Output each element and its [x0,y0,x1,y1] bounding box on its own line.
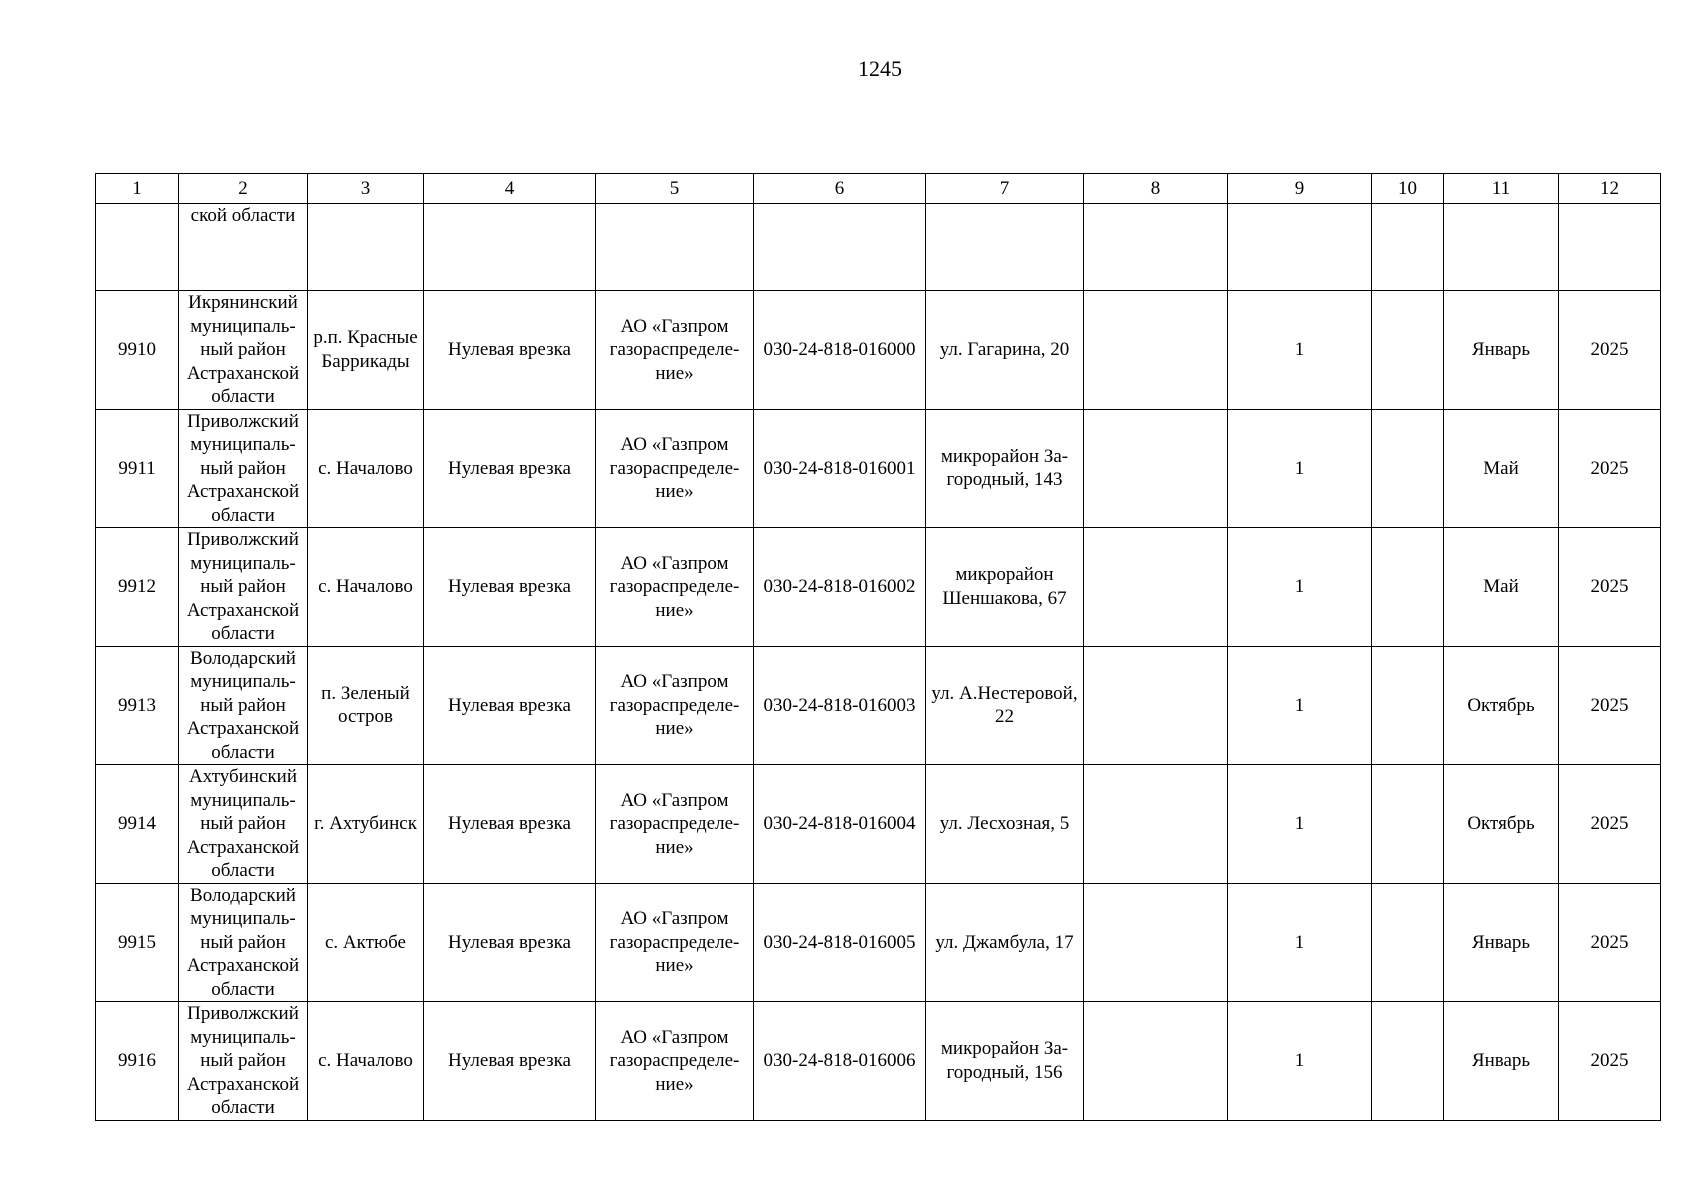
column-number-cell: 4 [424,174,596,204]
municipality-cell: Приволжский муниципаль- ный район Астраханской области [179,1002,308,1121]
object-code-cell: 030-24-818-016006 [754,1002,926,1121]
work-type-cell: Нулевая врезка [424,646,596,765]
quantity-cell: 1 [1228,409,1372,528]
work-type-cell: Нулевая врезка [424,528,596,647]
table-row [96,528,1661,647]
table-row [96,1002,1661,1121]
year-cell: 2025 [1559,765,1661,884]
organization-cell: АО «Газпром газораспределе- ние» [596,409,754,528]
object-code-cell: 030-24-818-016000 [754,291,926,410]
address-cell: ул. Гагарина, 20 [926,291,1084,410]
quantity-cell: 1 [1228,765,1372,884]
col-10-value-cell [1372,883,1444,1002]
organization-cell: АО «Газпром газораспределе- ние» [596,528,754,647]
table-cell [596,204,754,291]
year-cell: 2025 [1559,291,1661,410]
settlement-cell: г. Ахтубинск [308,765,424,884]
work-type-cell: Нулевая врезка [424,765,596,884]
month-cell: Январь [1444,291,1559,410]
settlement-cell: с. Началово [308,528,424,647]
address-cell: ул. Лесхозная, 5 [926,765,1084,884]
col-10-value-cell [1372,409,1444,528]
column-number-cell: 9 [1228,174,1372,204]
table-row [96,646,1661,765]
object-code-cell: 030-24-818-016003 [754,646,926,765]
year-cell: 2025 [1559,1002,1661,1121]
quantity-cell: 1 [1228,528,1372,647]
col-8-value-cell [1084,291,1228,410]
organization-cell: АО «Газпром газораспределе- ние» [596,291,754,410]
column-number-cell: 6 [754,174,926,204]
year-cell: 2025 [1559,409,1661,528]
year-cell: 2025 [1559,528,1661,647]
month-cell: Май [1444,409,1559,528]
quantity-cell: 1 [1228,291,1372,410]
table-cell [1228,204,1372,291]
col-10-value-cell [1372,765,1444,884]
table-cell [96,204,179,291]
municipality-cell: Икрянинский муниципаль- ный район Астраханской области [179,291,308,410]
col-10-value-cell [1372,1002,1444,1121]
year-cell: 2025 [1559,883,1661,1002]
column-number-cell: 3 [308,174,424,204]
settlement-cell: с. Началово [308,1002,424,1121]
settlement-cell: п. Зеленый остров [308,646,424,765]
object-code-cell: 030-24-818-016001 [754,409,926,528]
continuation-row [96,204,1661,291]
column-number-cell: 7 [926,174,1084,204]
col-8-value-cell [1084,883,1228,1002]
row-number-cell: 9914 [96,765,179,884]
table-cell [754,204,926,291]
table-row [96,883,1661,1002]
col-8-value-cell [1084,1002,1228,1121]
municipality-cell: Володарский муниципаль- ный район Астраханской области [179,646,308,765]
table-row [96,765,1661,884]
address-cell: микрорайон За- городный, 143 [926,409,1084,528]
address-cell: микрорайон За- городный, 156 [926,1002,1084,1121]
address-cell: ул. Джамбула, 17 [926,883,1084,1002]
quantity-cell: 1 [1228,883,1372,1002]
work-type-cell: Нулевая врезка [424,291,596,410]
month-cell: Январь [1444,1002,1559,1121]
row-number-cell: 9912 [96,528,179,647]
col-8-value-cell [1084,765,1228,884]
table-cell: ской области [179,204,308,291]
col-8-value-cell [1084,528,1228,647]
month-cell: Октябрь [1444,765,1559,884]
column-number-cell: 8 [1084,174,1228,204]
address-cell: микрорайон Шеншакова, 67 [926,528,1084,647]
municipality-cell: Приволжский муниципаль- ный район Астраханской области [179,528,308,647]
settlement-cell: с. Актюбе [308,883,424,1002]
work-type-cell: Нулевая врезка [424,1002,596,1121]
organization-cell: АО «Газпром газораспределе- ние» [596,1002,754,1121]
table-cell [1372,204,1444,291]
municipality-cell: Приволжский муниципаль- ный район Астраханской области [179,409,308,528]
col-8-value-cell [1084,409,1228,528]
quantity-cell: 1 [1228,1002,1372,1121]
row-number-cell: 9910 [96,291,179,410]
year-cell: 2025 [1559,646,1661,765]
settlement-cell: с. Началово [308,409,424,528]
col-10-value-cell [1372,528,1444,647]
row-number-cell: 9911 [96,409,179,528]
organization-cell: АО «Газпром газораспределе- ние» [596,883,754,1002]
table-cell [1444,204,1559,291]
month-cell: Октябрь [1444,646,1559,765]
column-number-cell: 2 [179,174,308,204]
row-number-cell: 9913 [96,646,179,765]
page-number: 1245 [858,56,902,81]
table-row [96,291,1661,410]
table-cell [926,204,1084,291]
col-10-value-cell [1372,646,1444,765]
column-number-cell: 12 [1559,174,1661,204]
data-table [95,173,1661,1121]
column-number-row [96,174,1661,204]
work-type-cell: Нулевая врезка [424,883,596,1002]
work-type-cell: Нулевая врезка [424,409,596,528]
object-code-cell: 030-24-818-016005 [754,883,926,1002]
table-cell [1559,204,1661,291]
object-code-cell: 030-24-818-016002 [754,528,926,647]
column-number-cell: 1 [96,174,179,204]
organization-cell: АО «Газпром газораспределе- ние» [596,765,754,884]
table-cell [308,204,424,291]
column-number-cell: 11 [1444,174,1559,204]
row-number-cell: 9915 [96,883,179,1002]
month-cell: Май [1444,528,1559,647]
table-cell [1084,204,1228,291]
column-number-cell: 5 [596,174,754,204]
quantity-cell: 1 [1228,646,1372,765]
row-number-cell: 9916 [96,1002,179,1121]
address-cell: ул. А.Нестеровой, 22 [926,646,1084,765]
municipality-cell: Ахтубинский муниципаль- ный район Астраханской области [179,765,308,884]
col-8-value-cell [1084,646,1228,765]
settlement-cell: р.п. Красные Баррикады [308,291,424,410]
table-row [96,409,1661,528]
table-cell [424,204,596,291]
col-10-value-cell [1372,291,1444,410]
object-code-cell: 030-24-818-016004 [754,765,926,884]
month-cell: Январь [1444,883,1559,1002]
column-number-cell: 10 [1372,174,1444,204]
organization-cell: АО «Газпром газораспределе- ние» [596,646,754,765]
municipality-cell: Володарский муниципаль- ный район Астраханской области [179,883,308,1002]
